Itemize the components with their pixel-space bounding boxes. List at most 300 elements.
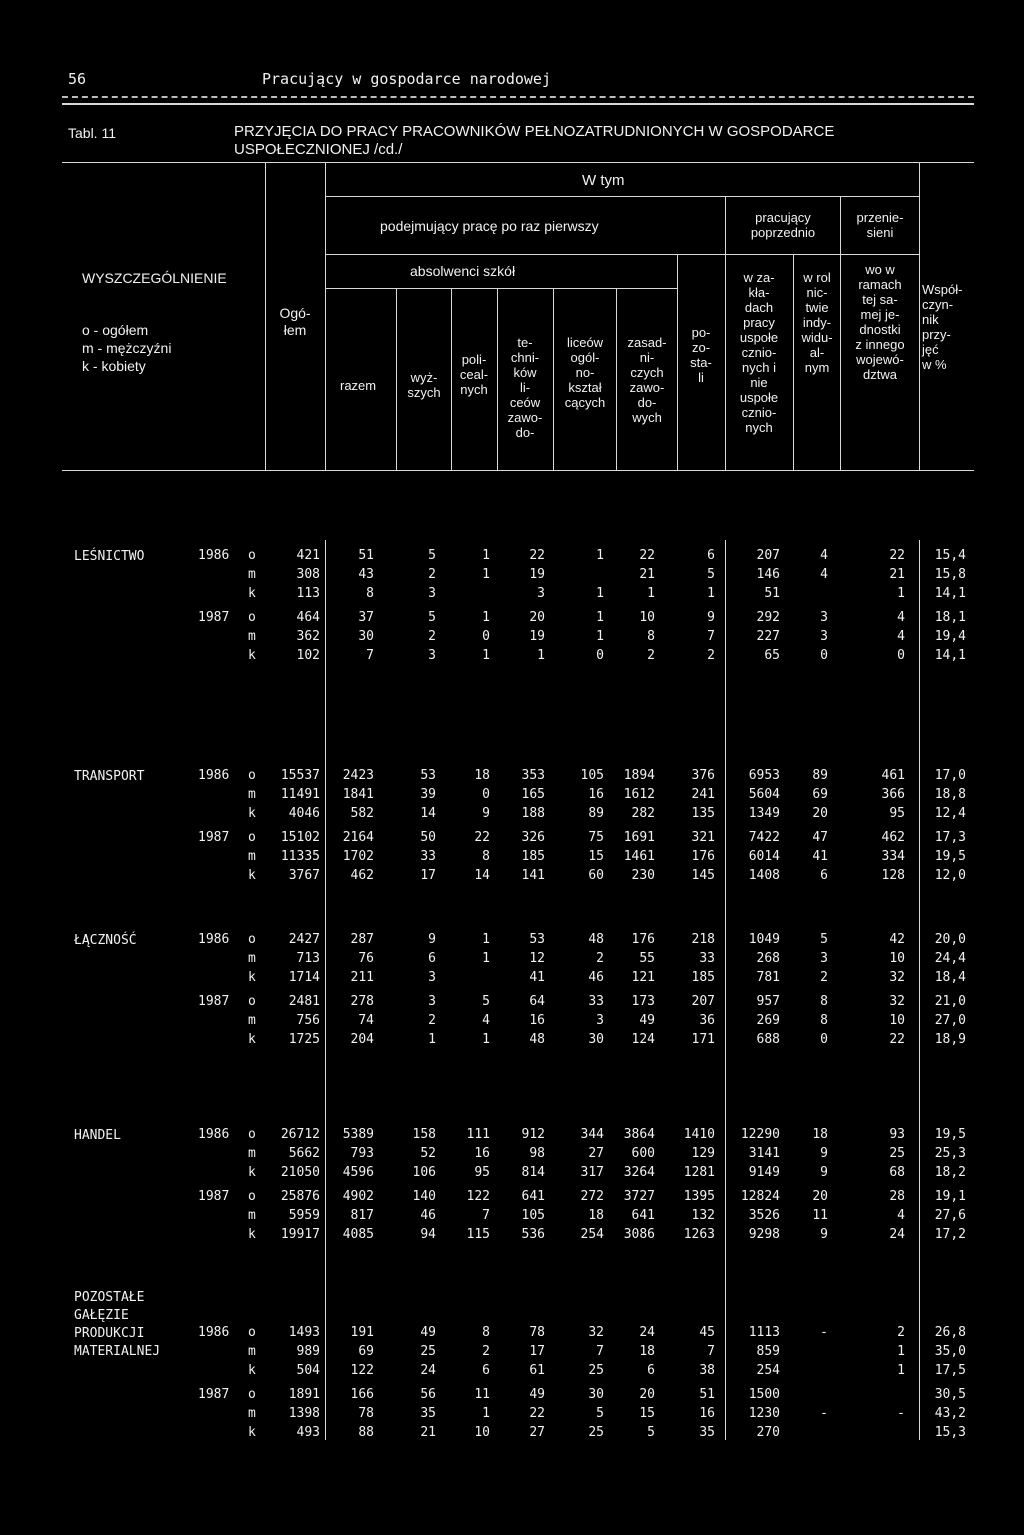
cell-individual-farming: 3	[820, 951, 828, 966]
cell-others: 185	[691, 970, 715, 985]
cell-transferred: 28	[889, 1189, 905, 1204]
cell-higher: 53	[420, 768, 436, 783]
cell-individual-farming: 8	[820, 994, 828, 1009]
cell-socialized-sector: 7422	[748, 830, 780, 845]
cell-others: 1395	[683, 1189, 715, 1204]
cell-graduates-total: 287	[350, 932, 374, 947]
cell-vocational: 173	[631, 994, 655, 1009]
cell-coefficient: 14,1	[934, 586, 966, 601]
cell-vocational: 55	[639, 951, 655, 966]
cell-individual-farming: 8	[820, 1013, 828, 1028]
cell-total: 11491	[280, 787, 320, 802]
sex-code: o	[248, 932, 256, 947]
cell-post-secondary: 16	[474, 1146, 490, 1161]
section-label-line: TRANSPORT	[74, 769, 145, 784]
cell-individual-farming: 3	[820, 610, 828, 625]
cell-others: 51	[699, 1387, 715, 1402]
section-label-line: HANDEL	[74, 1128, 121, 1143]
sex-code: k	[248, 1032, 256, 1047]
cell-others: 7	[707, 1344, 715, 1359]
cell-transferred: 366	[881, 787, 905, 802]
cell-transferred: 1	[897, 1363, 905, 1378]
cell-individual-farming: 20	[812, 806, 828, 821]
cell-total: 5959	[288, 1208, 320, 1223]
table-title-line1: PRZYJĘCIA DO PRACY PRACOWNIKÓW PEŁNOZATRUDNIONYCH W GOSPODARCE	[234, 123, 835, 140]
cell-post-secondary: 22	[474, 830, 490, 845]
cell-general-lyceum: 30	[588, 1387, 604, 1402]
cell-post-secondary: 5	[482, 994, 490, 1009]
cell-others: 1	[707, 586, 715, 601]
cell-coefficient: 19,5	[934, 1127, 966, 1142]
cell-transferred: 22	[889, 1032, 905, 1047]
cell-vocational: 24	[639, 1325, 655, 1340]
first-job-header: podejmujący pracę po raz pierwszy	[380, 218, 599, 234]
cell-individual-farming: 18	[812, 1127, 828, 1142]
cell-higher: 56	[420, 1387, 436, 1402]
sex-code: o	[248, 1325, 256, 1340]
cell-socialized-sector: 859	[756, 1344, 780, 1359]
cell-graduates-total: 122	[350, 1363, 374, 1378]
total-header: Ogó- łem	[279, 305, 311, 338]
cell-general-lyceum: 32	[588, 1325, 604, 1340]
cell-socialized-sector: 1113	[748, 1325, 780, 1340]
sex-code: k	[248, 868, 256, 883]
cell-coefficient: 18,1	[934, 610, 966, 625]
cell-graduates-total: 43	[358, 567, 374, 582]
cell-general-lyceum: 25	[588, 1363, 604, 1378]
cell-individual-farming: 9	[820, 1165, 828, 1180]
cell-vocational: 21	[639, 567, 655, 582]
cell-higher: 3	[428, 994, 436, 1009]
graduates-header: absolwenci szkół	[410, 263, 516, 279]
cell-total: 362	[296, 629, 320, 644]
cell-coefficient: 27,0	[934, 1013, 966, 1028]
cell-higher: 2	[428, 567, 436, 582]
cell-vocational: 3086	[623, 1227, 655, 1242]
cell-total: 1725	[288, 1032, 320, 1047]
cell-technical: 165	[521, 787, 545, 802]
cell-coefficient: 35,0	[934, 1344, 966, 1359]
cell-others: 241	[691, 787, 715, 802]
cell-total: 493	[296, 1425, 320, 1440]
cell-socialized-sector: 12290	[740, 1127, 780, 1142]
cell-post-secondary: 1	[482, 951, 490, 966]
legend-total: o - ogółem	[82, 322, 149, 338]
column-separator	[725, 540, 726, 1440]
cell-higher: 2	[428, 1013, 436, 1028]
cell-post-secondary: 1	[482, 548, 490, 563]
sex-code: o	[248, 1189, 256, 1204]
cell-higher: 46	[420, 1208, 436, 1223]
cell-socialized-sector: 254	[756, 1363, 780, 1378]
sex-code: o	[248, 610, 256, 625]
cell-vocational: 20	[639, 1387, 655, 1402]
sex-code: o	[248, 1387, 256, 1402]
cell-general-lyceum: 15	[588, 849, 604, 864]
cell-coefficient: 12,4	[934, 806, 966, 821]
cell-post-secondary: 11	[474, 1387, 490, 1402]
cell-total: 5662	[288, 1146, 320, 1161]
cell-transferred: 32	[889, 994, 905, 1009]
cell-socialized-sector: 1349	[748, 806, 780, 821]
cell-post-secondary: 95	[474, 1165, 490, 1180]
cell-general-lyceum: 3	[596, 1013, 604, 1028]
section-label	[74, 548, 144, 566]
cell-socialized-sector: 227	[756, 629, 780, 644]
cell-total: 4046	[288, 806, 320, 821]
cell-total: 1714	[288, 970, 320, 985]
cell-technical: 105	[521, 1208, 545, 1223]
sex-code: k	[248, 648, 256, 663]
cell-higher: 94	[420, 1227, 436, 1242]
cell-technical: 19	[529, 567, 545, 582]
year-label: 1986	[198, 932, 230, 947]
cell-individual-farming: 4	[820, 548, 828, 563]
cell-general-lyceum: 1	[596, 586, 604, 601]
table-label: Tabl. 11	[68, 125, 116, 141]
year-label: 1987	[198, 994, 230, 1009]
cell-vocational: 124	[631, 1032, 655, 1047]
cell-higher: 5	[428, 548, 436, 563]
cell-socialized-sector: 207	[756, 548, 780, 563]
cell-technical: 814	[521, 1165, 545, 1180]
cell-vocational: 15	[639, 1406, 655, 1421]
cell-graduates-total: 76	[358, 951, 374, 966]
cell-transferred: 4	[897, 629, 905, 644]
others-header: po- zo- sta- li	[690, 325, 712, 385]
cell-graduates-total: 4085	[342, 1227, 374, 1242]
cell-vocational: 49	[639, 1013, 655, 1028]
cell-coefficient: 18,9	[934, 1032, 966, 1047]
cell-general-lyceum: 1	[596, 629, 604, 644]
cell-vocational: 1894	[623, 768, 655, 783]
cell-higher: 6	[428, 951, 436, 966]
cell-general-lyceum: 27	[588, 1146, 604, 1161]
cell-coefficient: 19,4	[934, 629, 966, 644]
cell-higher: 5	[428, 610, 436, 625]
section-label	[74, 768, 144, 786]
cell-transferred: 128	[881, 868, 905, 883]
cell-coefficient: 21,0	[934, 994, 966, 1009]
cell-post-secondary: 1	[482, 610, 490, 625]
higher-schools-header: wyż- szych	[407, 370, 441, 400]
cell-others: 207	[691, 994, 715, 1009]
cell-general-lyceum: 89	[588, 806, 604, 821]
cell-individual-farming: 0	[820, 648, 828, 663]
cell-total: 15537	[280, 768, 320, 783]
specification-header: WYSZCZEGÓLNIENIE	[82, 270, 227, 286]
cell-coefficient: 18,4	[934, 970, 966, 985]
cell-post-secondary: 1	[482, 1032, 490, 1047]
cell-higher: 14	[420, 806, 436, 821]
cell-transferred: 1	[897, 586, 905, 601]
cell-higher: 50	[420, 830, 436, 845]
cell-vocational: 230	[631, 868, 655, 883]
cell-higher: 158	[412, 1127, 436, 1142]
cell-post-secondary: 122	[466, 1189, 490, 1204]
cell-higher: 17	[420, 868, 436, 883]
cell-others: 6	[707, 548, 715, 563]
razem-header: razem	[340, 378, 377, 393]
cell-individual-farming: 69	[812, 787, 828, 802]
cell-vocational: 121	[631, 970, 655, 985]
cell-higher: 24	[420, 1363, 436, 1378]
cell-coefficient: 19,1	[934, 1189, 966, 1204]
cell-general-lyceum: 46	[588, 970, 604, 985]
section-label	[74, 1127, 121, 1145]
cell-total: 756	[296, 1013, 320, 1028]
cell-transferred: 22	[889, 548, 905, 563]
cell-socialized-sector: 65	[764, 648, 780, 663]
cell-vocational: 22	[639, 548, 655, 563]
cell-graduates-total: 2423	[342, 768, 374, 783]
cell-others: 7	[707, 629, 715, 644]
cell-others: 16	[699, 1406, 715, 1421]
sex-code: m	[248, 787, 256, 802]
cell-coefficient: 30,5	[934, 1387, 966, 1402]
cell-post-secondary: 1	[482, 648, 490, 663]
cell-transferred: 21	[889, 567, 905, 582]
cell-technical: 141	[521, 868, 545, 883]
table-title-line2: USPOŁECZNIONEJ /cd./	[234, 141, 403, 158]
cell-technical: 16	[529, 1013, 545, 1028]
cell-higher: 21	[420, 1425, 436, 1440]
cell-transferred: 93	[889, 1127, 905, 1142]
cell-socialized-sector: 9298	[748, 1227, 780, 1242]
sex-code: o	[248, 830, 256, 845]
cell-higher: 25	[420, 1344, 436, 1359]
header-rule	[62, 103, 974, 105]
cell-total: 113	[296, 586, 320, 601]
cell-vocational: 1691	[623, 830, 655, 845]
cell-coefficient: 27,6	[934, 1208, 966, 1223]
cell-total: 3767	[288, 868, 320, 883]
cell-post-secondary: 0	[482, 787, 490, 802]
general-lyceums-header: liceów ogól- no- kształ cących	[564, 335, 606, 410]
cell-others: 35	[699, 1425, 715, 1440]
cell-technical: 27	[529, 1425, 545, 1440]
cell-general-lyceum: 75	[588, 830, 604, 845]
sex-code: k	[248, 970, 256, 985]
cell-graduates-total: 69	[358, 1344, 374, 1359]
sex-code: m	[248, 629, 256, 644]
running-title: Pracujący w gospodarce narodowej	[262, 70, 551, 88]
cell-individual-farming: 11	[812, 1208, 828, 1223]
cell-post-secondary: 18	[474, 768, 490, 783]
cell-post-secondary: 7	[482, 1208, 490, 1223]
cell-coefficient: 18,2	[934, 1165, 966, 1180]
cell-others: 5	[707, 567, 715, 582]
cell-transferred: 32	[889, 970, 905, 985]
cell-technical: 49	[529, 1387, 545, 1402]
cell-technical: 641	[521, 1189, 545, 1204]
cell-others: 9	[707, 610, 715, 625]
cell-graduates-total: 204	[350, 1032, 374, 1047]
sex-code: o	[248, 768, 256, 783]
cell-technical: 22	[529, 548, 545, 563]
cell-vocational: 8	[647, 629, 655, 644]
cell-graduates-total: 1841	[342, 787, 374, 802]
sex-code: m	[248, 1344, 256, 1359]
cell-vocational: 18	[639, 1344, 655, 1359]
cell-total: 989	[296, 1344, 320, 1359]
sex-code: k	[248, 1227, 256, 1242]
cell-transferred: 4	[897, 610, 905, 625]
cell-others: 135	[691, 806, 715, 821]
cell-technical: 78	[529, 1325, 545, 1340]
cell-graduates-total: 1702	[342, 849, 374, 864]
cell-socialized-sector: 270	[756, 1425, 780, 1440]
cell-socialized-sector: 1408	[748, 868, 780, 883]
cell-post-secondary: 8	[482, 1325, 490, 1340]
year-label: 1987	[198, 610, 230, 625]
cell-graduates-total: 8	[366, 586, 374, 601]
section-label-line: GAŁĘZIE	[74, 1308, 129, 1323]
cell-individual-farming: -	[820, 1406, 828, 1421]
cell-others: 36	[699, 1013, 715, 1028]
cell-graduates-total: 5389	[342, 1127, 374, 1142]
cell-higher: 49	[420, 1325, 436, 1340]
cell-coefficient: 17,2	[934, 1227, 966, 1242]
cell-coefficient: 17,0	[934, 768, 966, 783]
cell-graduates-total: 191	[350, 1325, 374, 1340]
cell-post-secondary: 111	[466, 1127, 490, 1142]
cell-socialized-sector: 146	[756, 567, 780, 582]
sex-code: m	[248, 567, 256, 582]
cell-transferred: 68	[889, 1165, 905, 1180]
cell-total: 1398	[288, 1406, 320, 1421]
sex-code: o	[248, 548, 256, 563]
cell-vocational: 6	[647, 1363, 655, 1378]
section-label-line: ŁĄCZNOŚĆ	[74, 933, 137, 948]
cell-socialized-sector: 957	[756, 994, 780, 1009]
cell-higher: 35	[420, 1406, 436, 1421]
cell-coefficient: 15,4	[934, 548, 966, 563]
cell-post-secondary: 8	[482, 849, 490, 864]
cell-socialized-sector: 12824	[740, 1189, 780, 1204]
sex-code: o	[248, 994, 256, 1009]
cell-others: 33	[699, 951, 715, 966]
cell-socialized-sector: 51	[764, 586, 780, 601]
vocational-schools-header: zasad- ni- czych zawo- do- wych	[627, 335, 667, 425]
cell-post-secondary: 1	[482, 567, 490, 582]
cell-transferred: 462	[881, 830, 905, 845]
cell-socialized-sector: 3526	[748, 1208, 780, 1223]
cell-coefficient: 14,1	[934, 648, 966, 663]
cell-vocational: 3727	[623, 1189, 655, 1204]
cell-graduates-total: 78	[358, 1406, 374, 1421]
post-secondary-header: poli- ceal- nych	[459, 352, 489, 397]
cell-coefficient: 19,5	[934, 849, 966, 864]
cell-technical: 20	[529, 610, 545, 625]
cell-post-secondary: 4	[482, 1013, 490, 1028]
cell-graduates-total: 4902	[342, 1189, 374, 1204]
sex-code: k	[248, 1363, 256, 1378]
sex-code: m	[248, 849, 256, 864]
cell-technical: 98	[529, 1146, 545, 1161]
cell-coefficient: 17,5	[934, 1363, 966, 1378]
within-unit-header: wo w ramach tej sa- mej je- dnostki z innego wojewó- dztwa	[855, 262, 905, 382]
cell-vocational: 641	[631, 1208, 655, 1223]
cell-total: 26712	[280, 1127, 320, 1142]
cell-total: 19917	[280, 1227, 320, 1242]
cell-others: 129	[691, 1146, 715, 1161]
cell-graduates-total: 582	[350, 806, 374, 821]
year-label: 1986	[198, 548, 230, 563]
cell-graduates-total: 37	[358, 610, 374, 625]
cell-graduates-total: 7	[366, 648, 374, 663]
cell-total: 2481	[288, 994, 320, 1009]
cell-transferred: 42	[889, 932, 905, 947]
cell-graduates-total: 51	[358, 548, 374, 563]
year-label: 1987	[198, 1189, 230, 1204]
individual-farming-header: w rol nic- twie indy- widu- al- nym	[801, 270, 833, 375]
column-separator	[919, 540, 920, 1440]
cell-post-secondary: 0	[482, 629, 490, 644]
cell-individual-farming: 47	[812, 830, 828, 845]
page-number: 56	[68, 70, 87, 88]
cell-individual-farming: 4	[820, 567, 828, 582]
sex-code: k	[248, 1165, 256, 1180]
cell-transferred: 24	[889, 1227, 905, 1242]
cell-individual-farming: 9	[820, 1227, 828, 1242]
cell-general-lyceum: 5	[596, 1406, 604, 1421]
cell-others: 321	[691, 830, 715, 845]
cell-graduates-total: 88	[358, 1425, 374, 1440]
previously-working-header: pracujący poprzednio	[750, 210, 816, 240]
cell-others: 176	[691, 849, 715, 864]
section-label	[74, 1289, 160, 1361]
cell-vocational: 282	[631, 806, 655, 821]
cell-post-secondary: 2	[482, 1344, 490, 1359]
cell-total: 464	[296, 610, 320, 625]
cell-socialized-sector: 268	[756, 951, 780, 966]
cell-vocational: 600	[631, 1146, 655, 1161]
cell-total: 1891	[288, 1387, 320, 1402]
cell-coefficient: 17,3	[934, 830, 966, 845]
cell-socialized-sector: 688	[756, 1032, 780, 1047]
cell-technical: 3	[537, 586, 545, 601]
cell-technical: 185	[521, 849, 545, 864]
cell-graduates-total: 2164	[342, 830, 374, 845]
cell-technical: 326	[521, 830, 545, 845]
cell-others: 38	[699, 1363, 715, 1378]
year-label: 1986	[198, 1325, 230, 1340]
sex-code: m	[248, 1208, 256, 1223]
year-label: 1986	[198, 768, 230, 783]
cell-others: 145	[691, 868, 715, 883]
cell-general-lyceum: 1	[596, 548, 604, 563]
cell-transferred: 25	[889, 1146, 905, 1161]
sex-code: k	[248, 1425, 256, 1440]
sex-code: m	[248, 951, 256, 966]
cell-transferred: 0	[897, 648, 905, 663]
sex-code: k	[248, 806, 256, 821]
cell-general-lyceum: 0	[596, 648, 604, 663]
cell-socialized-sector: 1230	[748, 1406, 780, 1421]
cell-total: 421	[296, 548, 320, 563]
cell-vocational: 2	[647, 648, 655, 663]
cell-higher: 39	[420, 787, 436, 802]
cell-total: 1493	[288, 1325, 320, 1340]
cell-coefficient: 12,0	[934, 868, 966, 883]
cell-general-lyceum: 48	[588, 932, 604, 947]
w-tym-header: W tym	[582, 172, 625, 189]
cell-transferred: 334	[881, 849, 905, 864]
year-label: 1986	[198, 1127, 230, 1142]
cell-others: 376	[691, 768, 715, 783]
cell-total: 308	[296, 567, 320, 582]
